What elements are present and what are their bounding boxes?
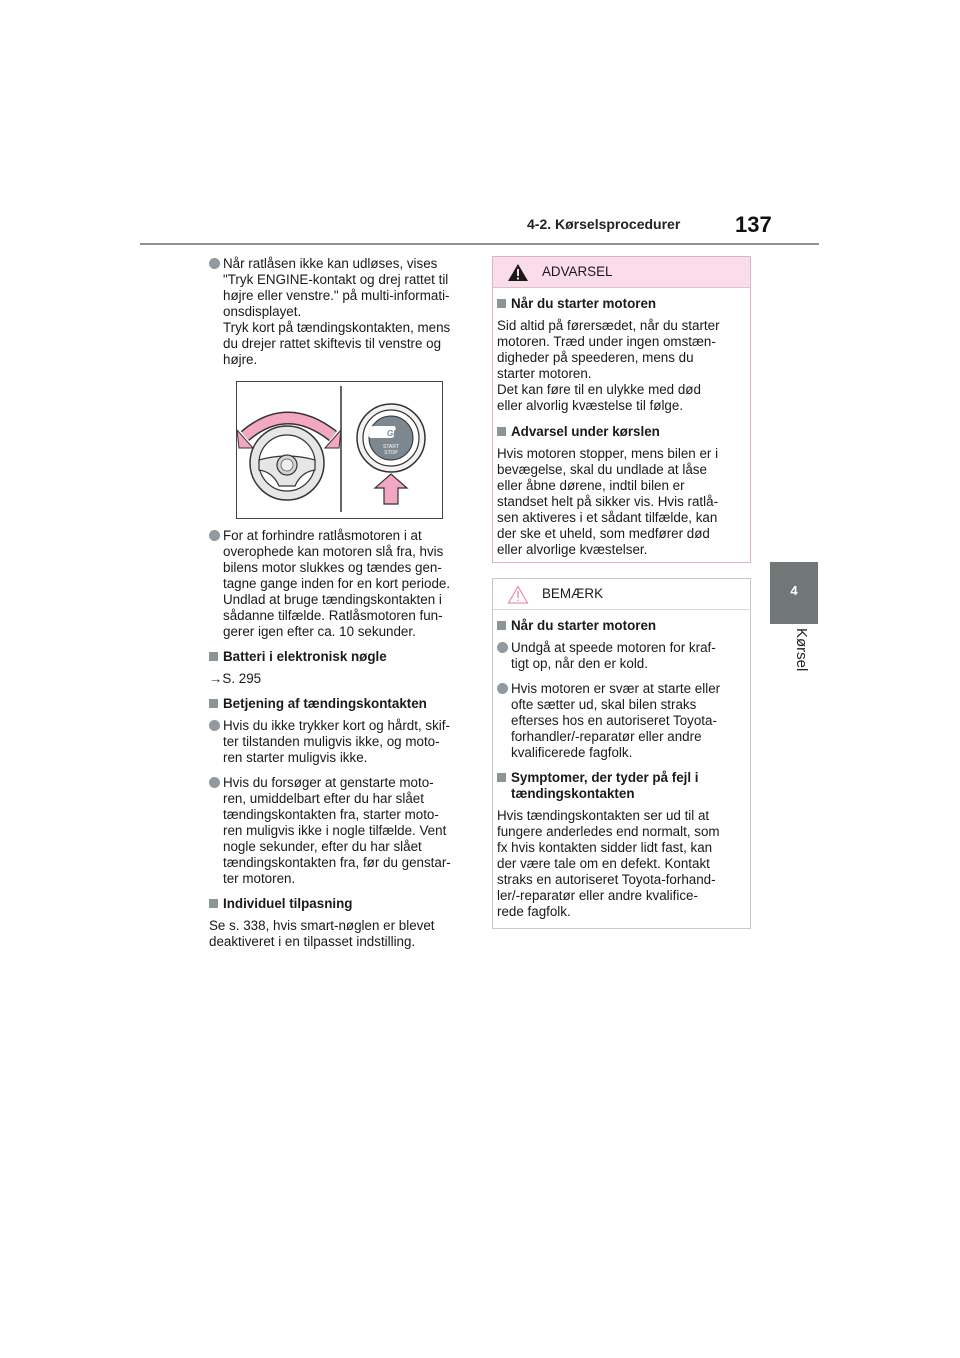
page-number: 137 [735, 212, 772, 237]
text-line: Hvis tændingskontakten ser ud til at [497, 808, 710, 823]
text-line: Undlad at bruge tændingskontakten i [223, 592, 442, 607]
text-line: der ske et uheld, som medfører død [497, 526, 710, 541]
header-divider [140, 243, 819, 245]
steering-illustration [236, 381, 443, 519]
text-line: fx hvis kontakten sidder lidt fast, kan [497, 840, 713, 855]
heading-text: Når du starter motoren [511, 618, 657, 633]
text-line: Hvis motoren stopper, mens bilen er i [497, 446, 719, 461]
caution-triangle-icon [507, 585, 529, 604]
text-line: Sid altid på førersædet, når du starter [497, 318, 720, 333]
list-item [209, 775, 473, 887]
warning-triangle-icon [507, 263, 529, 282]
reference-text: S. 295 [222, 671, 262, 686]
text-line: fungere anderledes end normalt, som [497, 824, 720, 839]
section-heading [209, 896, 473, 912]
text-line: ter tilstanden muligvis ikke, og moto- [223, 734, 440, 749]
paragraph [209, 918, 473, 950]
page-reference[interactable] [209, 671, 473, 687]
start-label: START [383, 444, 399, 450]
circle-bullet-icon [497, 683, 508, 694]
heading-text: Betjening af tændingskontakten [223, 696, 427, 711]
warning-title: ADVARSEL [542, 264, 613, 279]
heading-text: Individuel tilpasning [223, 896, 353, 911]
list-item [209, 256, 473, 368]
notice-header [493, 579, 750, 610]
text-line: tændingskontakten fra, starter moto- [223, 807, 439, 822]
stop-label: STOP [384, 450, 398, 456]
bullet-text [511, 640, 746, 672]
text-line: standset helt på sikker vis. Hvis ratlå- [497, 494, 719, 509]
circle-bullet-icon [209, 530, 220, 541]
text-line: du drejer rattet skiftevis til venstre og [223, 336, 442, 351]
text-line: tigt op, når den er kold. [511, 656, 648, 671]
warning-body [493, 288, 750, 558]
notice-body [493, 610, 750, 920]
text-line: starter motoren. [497, 366, 592, 381]
section-heading [497, 424, 746, 440]
text-line: ren starter muligvis ikke. [223, 750, 368, 765]
arrow-right-icon: → [209, 671, 223, 686]
chapter-tab [770, 562, 818, 624]
text-line: der være tale om en defekt. Kontakt [497, 856, 710, 871]
circle-bullet-icon [497, 642, 508, 653]
paragraph [497, 446, 746, 558]
text-line: motoren. Træd under ingen omstæn- [497, 334, 716, 349]
text-line: bevægelse, skal du undlade at låse [497, 462, 707, 477]
text-line: Hvis du ikke trykker kort og hårdt, skif- [223, 718, 450, 733]
text-line: bilens motor slukkes og tændes gen- [223, 560, 442, 575]
square-bullet-icon [497, 427, 506, 436]
text-line: efterses hos en autoriseret Toyota- [511, 713, 717, 728]
circle-bullet-icon [209, 720, 220, 731]
text-line: eller alvorlig kvæstelse til følge. [497, 398, 684, 413]
text-line: tændingskontakten fra, før du genstar- [223, 855, 451, 870]
text-line: Symptomer, der tyder på fejl i [511, 770, 699, 785]
left-column [209, 256, 473, 960]
text-line: tagne gange inden for en kort periode. [223, 576, 451, 591]
text-line: overophede kan motoren slå fra, hvis [223, 544, 444, 559]
section-title: 4-2. Kørselsprocedurer [527, 216, 681, 232]
heading-text: Advarsel under kørslen [511, 424, 660, 439]
text-line: sen aktiveres i et sådant tilfælde, kan [497, 510, 718, 525]
text-line: digheder på speederen, mens du [497, 350, 694, 365]
text-line: højre eller venstre." på multi-informati- [223, 288, 450, 303]
heading-text [511, 770, 746, 802]
text-line: Se s. 338, hvis smart-nøglen er blevet [209, 918, 435, 933]
section-heading [209, 649, 473, 665]
square-bullet-icon [497, 621, 506, 630]
text-line: ren, umiddelbart efter du har slået [223, 791, 424, 806]
text-line: straks en autoriseret Toyota-forhand- [497, 872, 716, 887]
notice-title: BEMÆRK [542, 586, 604, 601]
list-item [209, 528, 473, 640]
svg-text:GR: GR [387, 429, 399, 438]
text-line: "Tryk ENGINE-kontakt og drej rattet til [223, 272, 449, 287]
text-line: Undgå at speede motoren for kraf- [511, 640, 716, 655]
list-item [497, 640, 746, 672]
text-line: onsdisplayet. [223, 304, 302, 319]
text-line: ter motoren. [223, 871, 296, 886]
text-line: ofte sætter ud, skal bilen straks [511, 697, 697, 712]
square-bullet-icon [209, 652, 218, 661]
warning-box [492, 256, 751, 563]
circle-bullet-icon [209, 258, 220, 269]
steering-wheel-and-start-button-icon [237, 382, 442, 518]
paragraph [497, 318, 746, 414]
warning-header [493, 257, 750, 288]
text-line: ren muligvis ikke i nogle tilfælde. Vent [223, 823, 447, 838]
chapter-number: 4 [790, 583, 798, 598]
text-line: Hvis du forsøger at genstarte moto- [223, 775, 434, 790]
bullet-text [223, 256, 473, 368]
bullet-text [223, 718, 473, 766]
section-heading [209, 696, 473, 712]
bullet-text [511, 681, 746, 761]
heading-text: Batteri i elektronisk nøgle [223, 649, 387, 664]
list-item [497, 681, 746, 761]
text-line: Når ratlåsen ikke kan udløses, vises [223, 256, 438, 271]
section-heading [497, 618, 746, 634]
text-line: nogle sekunder, efter du har slået [223, 839, 422, 854]
square-bullet-icon [497, 299, 506, 308]
section-heading [497, 770, 746, 802]
text-line: Tryk kort på tændingskontakten, mens [223, 320, 451, 335]
text-line: rede fagfolk. [497, 904, 571, 919]
text-line: eller alvorlige kvæstelser. [497, 542, 648, 557]
text-line: For at forhindre ratlåsmotoren i at [223, 528, 422, 543]
square-bullet-icon [209, 899, 218, 908]
bullet-text [223, 528, 473, 640]
text-line: eller åbne dørene, indtil bilen er [497, 478, 685, 493]
square-bullet-icon [209, 699, 218, 708]
bullet-text [223, 775, 473, 887]
text-line: Det kan føre til en ulykke med død [497, 382, 701, 397]
text-line: kvalificerede fagfolk. [511, 745, 633, 760]
text-line: gerer igen efter ca. 10 sekunder. [223, 624, 416, 639]
section-heading [497, 296, 746, 312]
square-bullet-icon [497, 773, 506, 782]
text-line: forhandler/-reparatør eller andre [511, 729, 702, 744]
list-item [209, 718, 473, 766]
paragraph [497, 808, 746, 920]
notice-box [492, 578, 751, 929]
text-line: højre. [223, 352, 258, 367]
text-line: ler/-reparatør eller andre kvalifice- [497, 888, 698, 903]
text-line: tændingskontakten [511, 786, 635, 801]
heading-text: Når du starter motoren [511, 296, 657, 311]
text-line: deaktiveret i en tilpasset indstilling. [209, 934, 416, 949]
text-line: Hvis motoren er svær at starte eller [511, 681, 721, 696]
chapter-label: Kørsel [793, 628, 810, 672]
circle-bullet-icon [209, 777, 220, 788]
text-line: sådanne tilfælde. Ratlåsmotoren fun- [223, 608, 443, 623]
